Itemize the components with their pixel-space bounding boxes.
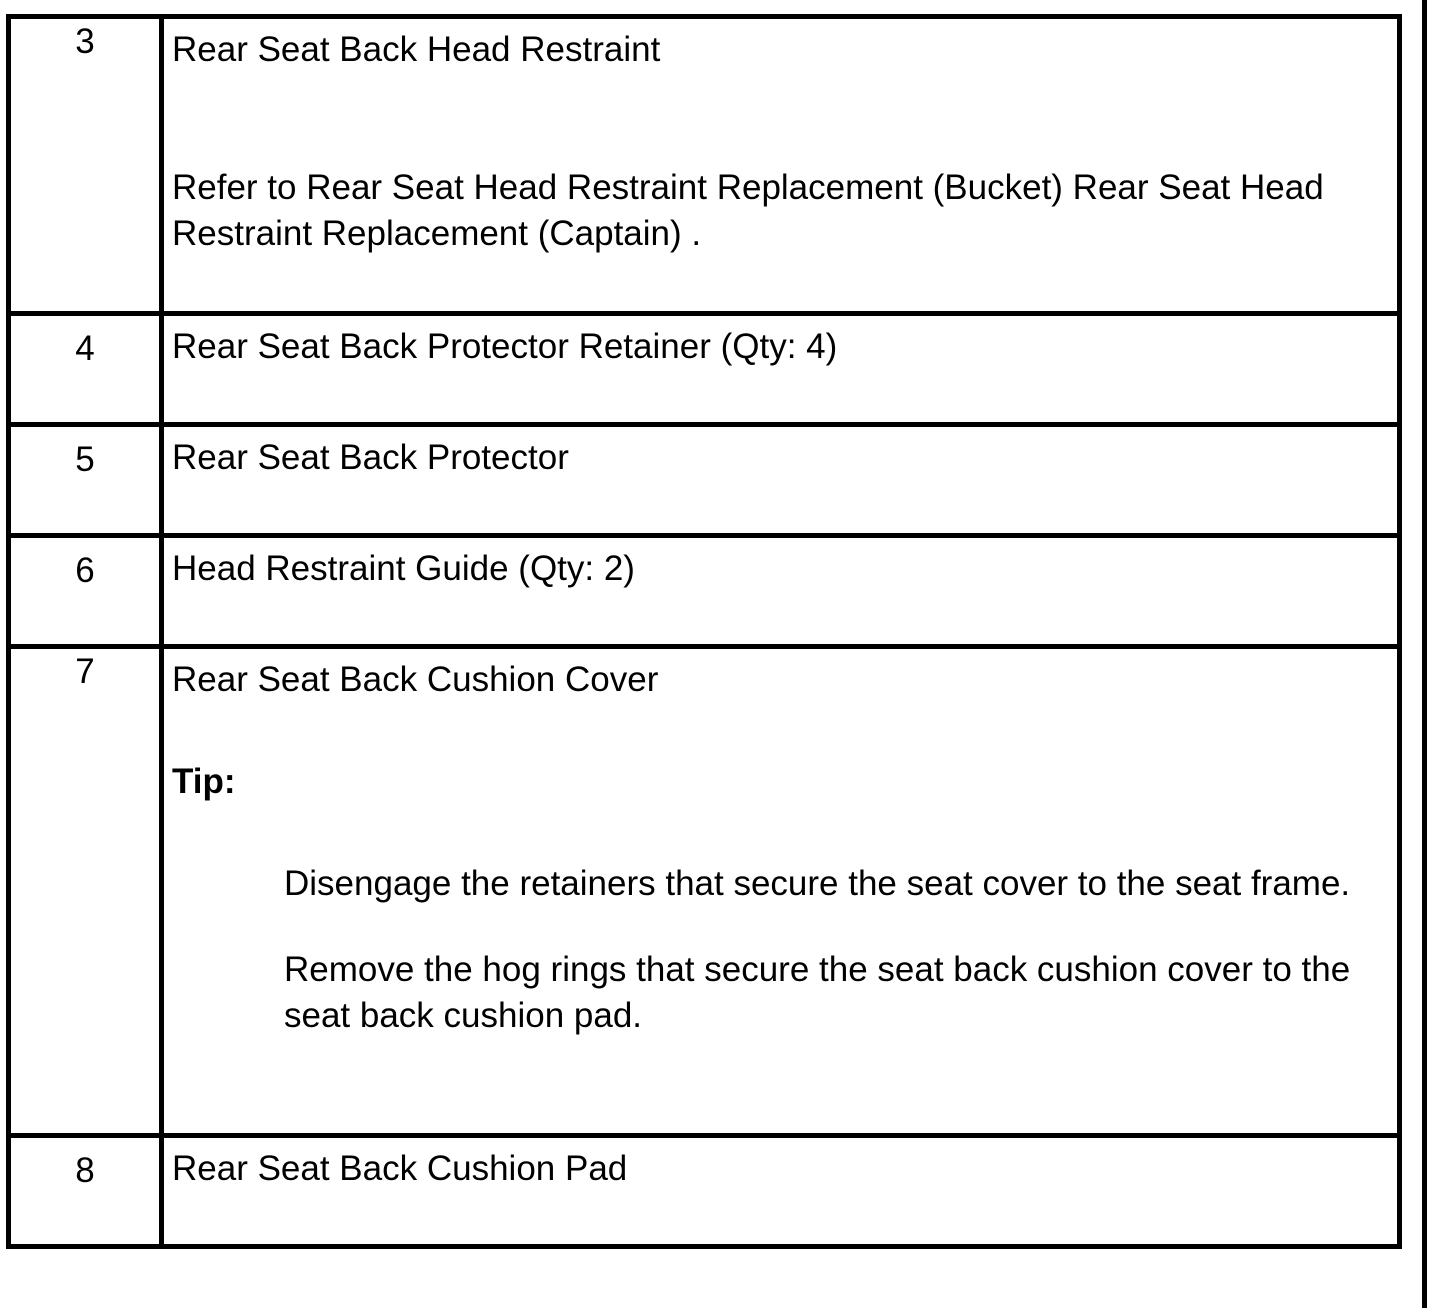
item-number: 4 (75, 329, 95, 368)
item-number: 3 (75, 22, 95, 61)
table-row (9, 536, 1400, 647)
item-number: 5 (75, 440, 95, 479)
item-description-cell (162, 1136, 1400, 1247)
item-title: Head Restraint Guide (Qty: 2) (172, 549, 635, 588)
item-number: 8 (75, 1151, 95, 1190)
item-title: Rear Seat Back Protector (172, 438, 569, 477)
item-description-cell (162, 536, 1400, 647)
component-table (6, 14, 1402, 1249)
item-title: Rear Seat Back Head Restraint (172, 30, 661, 69)
item-title: Rear Seat Back Cushion Pad (172, 1149, 628, 1188)
table-row (9, 425, 1400, 536)
item-number-cell (9, 314, 162, 425)
item-title: Rear Seat Back Protector Retainer (Qty: 4) (172, 327, 838, 366)
item-description-cell (162, 17, 1400, 314)
table-row (9, 647, 1400, 1136)
table-row (9, 1136, 1400, 1247)
item-number: 7 (75, 652, 95, 691)
item-number-cell (9, 647, 162, 1136)
item-number-cell (9, 17, 162, 314)
item-description-cell (162, 647, 1400, 1136)
item-number-cell (9, 536, 162, 647)
tip-text: Disengage the retainers that secure the seat cover to the seat frame. (284, 864, 1351, 903)
item-description-cell (162, 314, 1400, 425)
table-row (9, 17, 1400, 314)
item-number: 6 (75, 551, 95, 590)
page-right-rule (1422, 0, 1427, 1308)
item-title: Rear Seat Back Cushion Cover (172, 660, 659, 699)
tip-label: Tip: (172, 762, 236, 801)
tip-text: Remove the hog rings that secure the seat back cushion cover to the seat back cushion pad. (284, 950, 1351, 1035)
item-number-cell (9, 425, 162, 536)
item-number-cell (9, 1136, 162, 1247)
item-note: Refer to Rear Seat Head Restraint Replacement (Bucket) Rear Seat Head Restraint Replacement (Captain) . (172, 168, 1324, 253)
item-description-cell (162, 425, 1400, 536)
table-row (9, 314, 1400, 425)
